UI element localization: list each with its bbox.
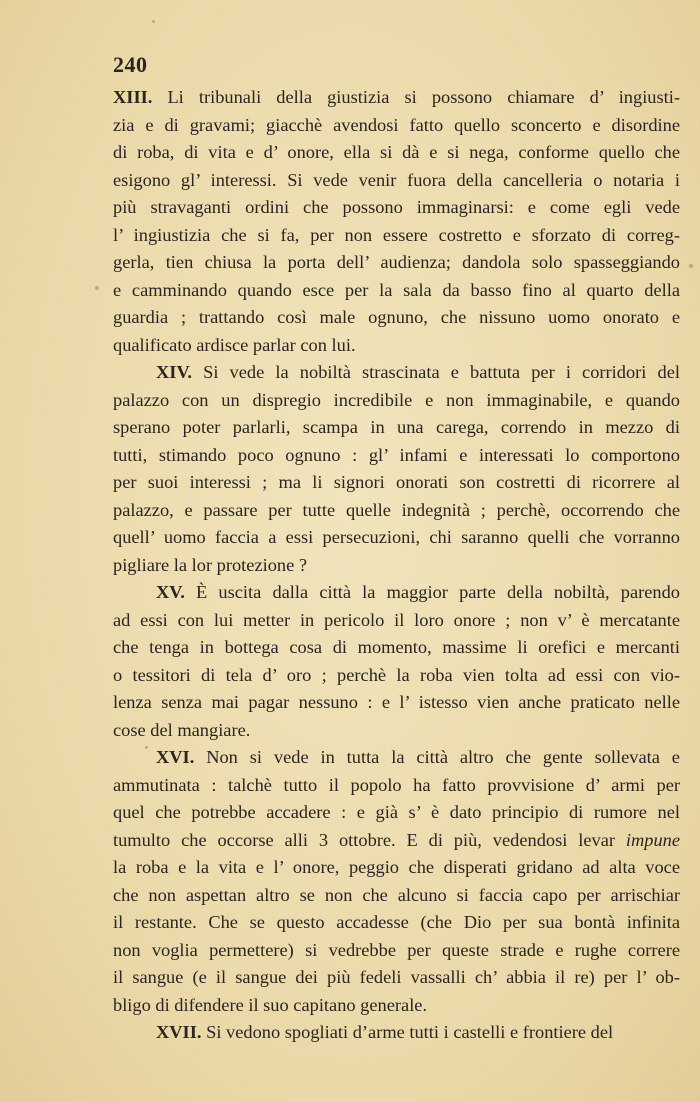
line-text: bligo di difendere il suo capitano generale. bbox=[113, 994, 428, 1015]
section-number: XIV. bbox=[156, 362, 192, 382]
line-text: non voglia permettere) si vedrebbe per queste strade e rughe correre bbox=[113, 939, 680, 960]
line-text: o tessitori di tela d’ oro ; perchè la roba vien tolta ad essi con vio- bbox=[113, 664, 680, 685]
line-text: e camminando quando esce per la sala da basso fino al quarto della bbox=[113, 279, 680, 300]
line-text: di roba, di vita e d’ onore, ella si dà e si nega, conforme quello che bbox=[113, 142, 680, 162]
paper-speck bbox=[152, 20, 155, 23]
text-line bbox=[113, 442, 680, 470]
text-line bbox=[113, 167, 680, 195]
paper-speck bbox=[689, 264, 693, 268]
paragraph-xvii bbox=[113, 1019, 680, 1047]
text-line bbox=[113, 249, 680, 277]
line-text: sperano poter parlarli, scampa in una carega, correndo in mezzo di bbox=[113, 417, 680, 437]
line-text: Li tribunali della giustizia si possono chiamare d’ ingiusti- bbox=[167, 87, 680, 107]
text-line bbox=[113, 222, 680, 250]
paragraph-xiv bbox=[113, 359, 680, 579]
line-text: ammutinata : talchè tutto il popolo ha fatto provvisione d’ armi per bbox=[113, 774, 680, 795]
text-line bbox=[113, 689, 680, 717]
text-line bbox=[113, 194, 680, 222]
text-line bbox=[113, 992, 680, 1020]
line-text: tumulto che occorse alli 3 ottobre. E di più, vedendosi levar bbox=[113, 829, 626, 850]
text-line bbox=[113, 332, 680, 360]
line-text: Si vedono spogliati d’arme tutti i castelli e frontiere del bbox=[206, 1022, 614, 1042]
paper-speck bbox=[145, 746, 148, 749]
text-line bbox=[113, 854, 680, 882]
line-text: la roba e la vita e l’ onore, peggio che disperati gridano ad alta voce bbox=[113, 857, 680, 877]
text-line bbox=[113, 304, 680, 332]
text-line bbox=[113, 387, 680, 415]
text-line bbox=[113, 552, 680, 580]
line-text: quel che potrebbe accadere : e già s’ è dato principio di rumore nel bbox=[113, 802, 680, 822]
paper-speck bbox=[95, 286, 99, 290]
line-text: che tenga in bottega cosa di momento, massime li orefici e mercanti bbox=[113, 637, 680, 657]
line-text: gerla, tien chiusa la porta dell’ audienza; dandola solo spasseggiando bbox=[113, 252, 680, 272]
text-line bbox=[113, 497, 680, 525]
line-text: per suoi interessi ; ma li signori onorati son costretti di ricorrere al bbox=[113, 472, 680, 492]
text-line bbox=[113, 524, 680, 552]
line-text: zia e di gravami; giacchè avendosi fatto quello sconcerto e disordine bbox=[113, 114, 680, 135]
section-number: XVI. bbox=[156, 747, 195, 767]
line-text: più stravaganti ordini che possono immaginarsi: e come egli vede bbox=[113, 197, 680, 217]
text-line bbox=[113, 937, 680, 965]
page-number: 240 bbox=[113, 52, 148, 77]
line-text: esigono gl’ interessi. Si vede venir fuora della cancelleria o notaria i bbox=[113, 169, 680, 190]
paragraph-xvi bbox=[113, 744, 680, 1019]
section-number: XIII. bbox=[113, 87, 153, 107]
paragraph-xv bbox=[113, 579, 680, 744]
line-text: palazzo con un dispregio incredibile e non immaginabile, e quando bbox=[113, 389, 680, 410]
section-number: XVII. bbox=[156, 1022, 202, 1042]
text-line bbox=[113, 964, 680, 992]
line-text: guardia ; trattando così male ognuno, che nissuno uomo onorato e bbox=[113, 307, 680, 327]
paragraph-xiii bbox=[113, 84, 680, 359]
text-line bbox=[113, 882, 680, 910]
text-line bbox=[113, 84, 680, 112]
text-line bbox=[113, 772, 680, 800]
text-line bbox=[113, 909, 680, 937]
line-text: pigliare la lor protezione ? bbox=[113, 554, 308, 575]
line-text: il sangue (e il sangue dei più fedeli vassalli ch’ abbia il re) per l’ ob- bbox=[113, 967, 680, 987]
text-line bbox=[113, 717, 680, 745]
line-text: cose del mangiare. bbox=[113, 719, 251, 740]
text-line bbox=[113, 579, 680, 607]
text-block bbox=[113, 84, 680, 1047]
text-line bbox=[113, 634, 680, 662]
text-line bbox=[113, 1019, 680, 1047]
line-text: qualificato ardisce parlar con lui. bbox=[113, 334, 356, 355]
italic-word: impune bbox=[625, 829, 680, 850]
line-text: tutti, stimando poco ognuno : gl’ infami e interessati lo comportono bbox=[113, 444, 680, 465]
text-line bbox=[113, 359, 680, 387]
text-line bbox=[113, 139, 680, 167]
text-line bbox=[113, 112, 680, 140]
line-text: quell’ uomo faccia a essi persecuzioni, chi saranno quelli che vorranno bbox=[113, 527, 680, 547]
line-text: È uscita dalla città la maggior parte della nobiltà, parendo bbox=[195, 582, 680, 602]
text-line bbox=[113, 827, 680, 855]
text-line bbox=[113, 799, 680, 827]
text-line bbox=[113, 662, 680, 690]
section-number: XV. bbox=[156, 582, 185, 602]
line-text: palazzo, e passare per tutte quelle indegnità ; perchè, occorrendo che bbox=[113, 499, 680, 520]
line-text: Non si vede in tutta la città altro che gente sollevata e bbox=[206, 747, 680, 767]
text-line bbox=[113, 744, 680, 772]
text-line bbox=[113, 414, 680, 442]
line-text: ad essi con lui metter in pericolo il loro onore ; non v’ è mercatante bbox=[113, 609, 680, 630]
text-line bbox=[113, 607, 680, 635]
line-text: l’ ingiustizia che si fa, per non essere costretto e sforzato di correg- bbox=[113, 224, 680, 245]
line-text: il restante. Che se questo accadesse (che Dio per sua bontà infinita bbox=[113, 912, 680, 932]
line-text: che non aspettan altro se non che alcuno si faccia capo per arrischiar bbox=[113, 884, 680, 905]
line-text: Si vede la nobiltà strascinata e battuta per i corridori del bbox=[203, 362, 680, 382]
text-line bbox=[113, 277, 680, 305]
text-line bbox=[113, 469, 680, 497]
line-text: lenza senza mai pagar nessuno : e l’ istesso vien anche praticato nelle bbox=[113, 692, 680, 712]
